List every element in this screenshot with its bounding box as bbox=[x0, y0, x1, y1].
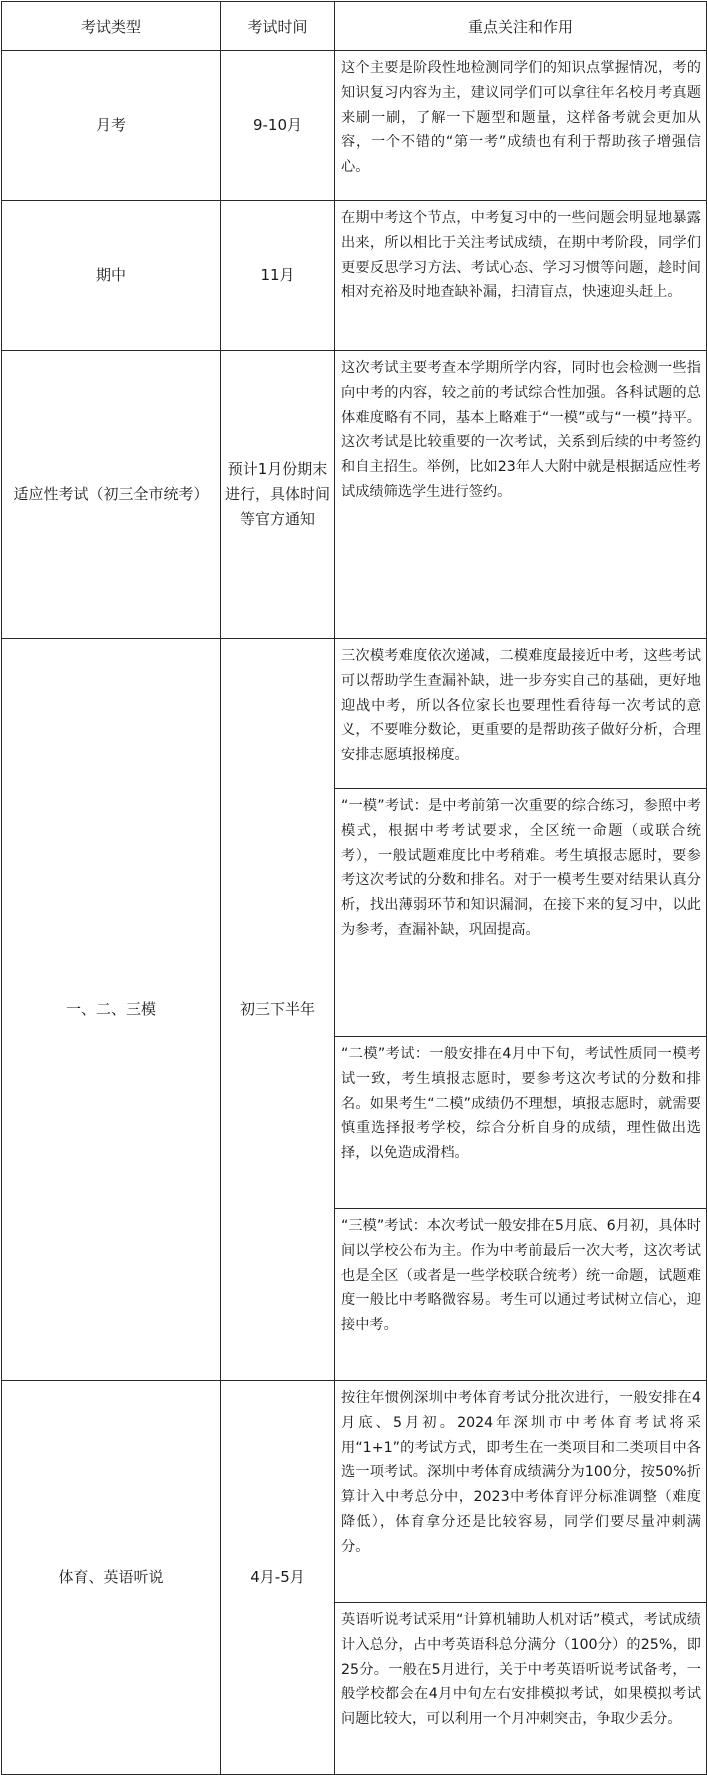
exam-type-cell: 期中 bbox=[2, 201, 221, 351]
header-focus: 重点关注和作用 bbox=[335, 2, 707, 51]
exam-type-cell: 适应性考试（初三全市统考） bbox=[2, 351, 221, 639]
exam-schedule-table bbox=[1, 1, 707, 1775]
exam-time-cell: 预计1月份期末进行，具体时间等官方通知 bbox=[221, 351, 335, 639]
exam-focus-cell: “三模”考试：本次考试一般安排在5月底、6月初，具体时间以学校公布为主。作为中考前最后一次大考，这次考试也是全区（或者是一些学校联合统考）统一命题，试题难度一般比中考略微容易。考生可以通过考试树立信心，迎接中考。 bbox=[335, 1209, 707, 1381]
header-row bbox=[2, 2, 707, 51]
exam-type-cell: 体育、英语听说 bbox=[2, 1381, 221, 1775]
exam-type-cell: 一、二、三模 bbox=[2, 639, 221, 1381]
exam-time-cell: 9-10月 bbox=[221, 51, 335, 201]
exam-focus-cell: 这次考试主要考查本学期所学内容，同时也会检测一些指向中考的内容，较之前的考试综合性加强。各科试题的总体难度略有不同，基本上略难于“一模”或与“一模”持平。这次考试是比较重要的一次考试，关系到后续的中考签约和自主招生。举例，比如23年人大附中就是根据适应性考试成绩筛选学生进行签约。 bbox=[335, 351, 707, 639]
exam-time-cell: 11月 bbox=[221, 201, 335, 351]
table-row bbox=[2, 201, 707, 351]
header-exam-time: 考试时间 bbox=[221, 2, 335, 51]
table-row bbox=[2, 1381, 707, 1603]
exam-focus-cell: 按往年惯例深圳中考体育考试分批次进行，一般安排在4月底、5月初。2024年深圳市中考体育考试将采用“1+1”的考试方式，即考生在一类项目和二类项目中各选一项考试。深圳中考体育成绩满分为100分，按50%折算计入中考总分中，2023中考体育评分标准调整（难度降低），体育拿分还是比较容易，同学们要尽量冲刺满分。 bbox=[335, 1381, 707, 1603]
table-row bbox=[2, 351, 707, 639]
table-row bbox=[2, 639, 707, 789]
exam-time-cell: 4月-5月 bbox=[221, 1381, 335, 1775]
exam-type-cell: 月考 bbox=[2, 51, 221, 201]
exam-time-cell: 初三下半年 bbox=[221, 639, 335, 1381]
table-row bbox=[2, 51, 707, 201]
header-exam-type: 考试类型 bbox=[2, 2, 221, 51]
exam-focus-cell: 英语听说考试采用“计算机辅助人机对话”模式，考试成绩计入总分，占中考英语科总分满分（100分）的25%，即25分。一般在5月进行，关于中考英语听说考试备考，一般学校都会在4月中旬左右安排模拟考试，如果模拟考试问题比较大，可以利用一个月冲刺突击，争取少丢分。 bbox=[335, 1603, 707, 1775]
exam-focus-cell: 在期中考这个节点，中考复习中的一些问题会明显地暴露出来，所以相比于关注考试成绩，在期中考阶段，同学们更要反思学习方法、考试心态、学习习惯等问题，趁时间相对充裕及时地查缺补漏，扫清盲点，快速迎头赶上。 bbox=[335, 201, 707, 351]
exam-focus-cell: 这个主要是阶段性地检测同学们的知识点掌握情况，考的知识复习内容为主，建议同学们可以拿往年名校月考真题来刷一刷，了解一下题型和题量，这样备考就会更加从容，一个不错的“第一考”成绩也有利于帮助孩子增强信心。 bbox=[335, 51, 707, 201]
exam-focus-cell: “一模”考试：是中考前第一次重要的综合练习，参照中考模式，根据中考考试要求，全区统一命题（或联合统考），一般试题难度比中考稍难。考生填报志愿时，要参考这次考试的分数和排名。对于一模考生要对结果认真分析，找出薄弱环节和知识漏洞，在接下来的复习中，以此为参考，查漏补缺，巩固提高。 bbox=[335, 789, 707, 1037]
exam-focus-cell: 三次模考难度依次递减，二模难度最接近中考，这些考试可以帮助学生查漏补缺，进一步夯实自己的基础，更好地迎战中考，所以各位家长也要理性看待每一次考试的意义，不要唯分数论，更重要的是帮助孩子做好分析，合理安排志愿填报梯度。 bbox=[335, 639, 707, 789]
exam-focus-cell: “二模”考试：一般安排在4月中下旬，考试性质同一模考试一致，考生填报志愿时，要参考这次考试的分数和排名。如果考生“二模”成绩仍不理想，填报志愿时，就需要慎重选择报考学校，综合分析自身的成绩，理性做出选择，以免造成滑档。 bbox=[335, 1037, 707, 1209]
